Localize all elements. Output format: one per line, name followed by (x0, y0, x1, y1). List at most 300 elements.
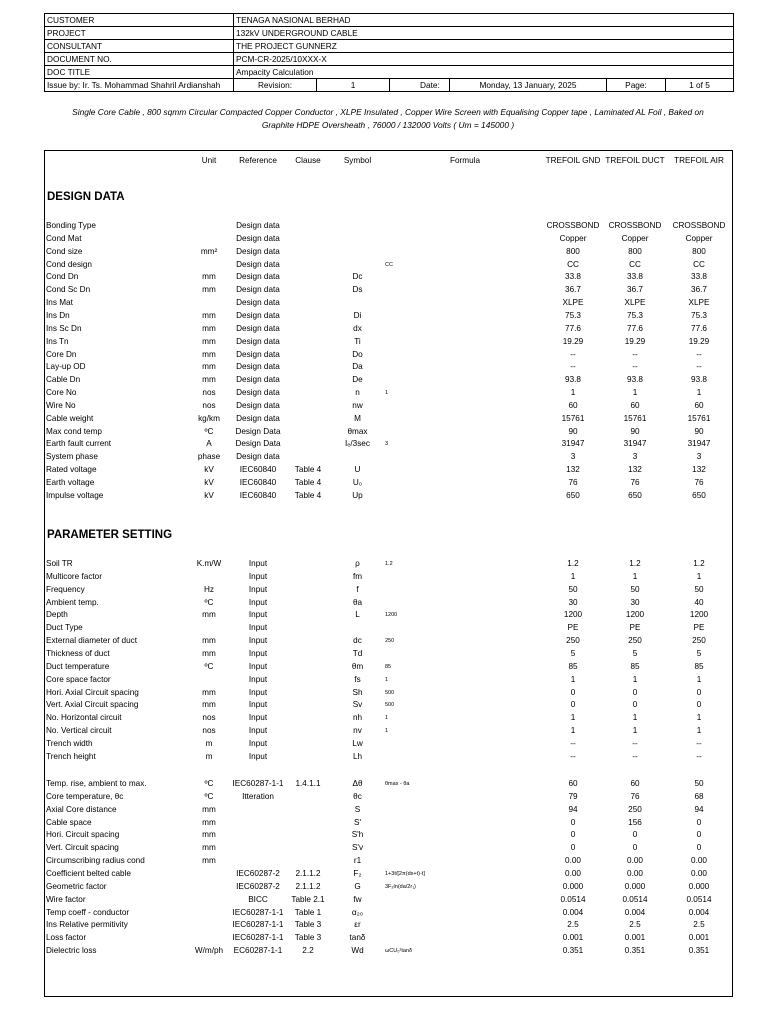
row-reference: EC60287-1-1 (233, 946, 283, 956)
row-trefoil-duct: 1200 (625, 610, 645, 620)
row-reference: Design data (236, 259, 280, 269)
row-trefoil-duct: -- (632, 738, 638, 748)
row-trefoil-gnd: 800 (566, 246, 580, 256)
row-trefoil-air: 33.8 (691, 272, 707, 282)
row-trefoil-gnd: 36.7 (565, 285, 581, 295)
row-trefoil-gnd: 0.001 (562, 933, 584, 943)
row-trefoil-gnd: 31947 (561, 439, 585, 449)
row-trefoil-air: 0.351 (688, 946, 710, 956)
row-reference: Input (248, 648, 268, 658)
table-row (45, 687, 732, 700)
row-trefoil-air: 75.3 (691, 310, 707, 320)
row-trefoil-gnd: 79 (568, 791, 578, 801)
row-symbol: Sh (352, 687, 363, 697)
row-reference: Design data (236, 285, 280, 295)
row-label: Thickness of duct (46, 648, 110, 658)
table-row (45, 323, 732, 336)
row-unit: nos (202, 726, 216, 736)
row-unit: mm (202, 804, 216, 814)
row-symbol: tanδ (349, 933, 366, 943)
customer-value: TENAGA NASIONAL BERHAD (236, 15, 351, 25)
row-clause: Table 4 (294, 465, 322, 475)
row-unit: mm (202, 323, 216, 333)
row-trefoil-gnd: 94 (568, 804, 578, 814)
row-trefoil-gnd: 1 (570, 726, 576, 736)
row-clause: Table 4 (294, 490, 322, 500)
row-trefoil-gnd: 93.8 (565, 375, 581, 385)
table-row (45, 310, 732, 323)
description-line-2: Graphite HDPE Oversheath , 76000 / 132000 Volts ( Um = 145000 ) (261, 120, 515, 130)
col-clause: Clause (295, 156, 321, 165)
row-clause: Table 2.1 (291, 894, 325, 904)
revision-label: Revision: (234, 79, 317, 91)
project-value: 132kV UNDERGROUND CABLE (236, 28, 358, 38)
row-formula: 1+3t/[2π(dx+t)-t] (385, 870, 425, 877)
calculation-table (44, 150, 733, 997)
row-unit: ºC (204, 661, 214, 671)
row-symbol: dc (353, 636, 362, 646)
row-trefoil-gnd: 90 (568, 426, 578, 436)
row-trefoil-gnd: 5 (570, 648, 576, 658)
table-row (45, 674, 732, 687)
row-reference: Input (248, 623, 268, 633)
table-row (45, 829, 732, 842)
table-row (45, 661, 732, 674)
row-symbol: U (354, 465, 361, 475)
row-formula: 3 (385, 441, 389, 448)
row-unit: mm (202, 856, 216, 866)
row-label: Trench height (46, 751, 96, 761)
row-trefoil-duct: 76 (630, 478, 640, 487)
row-trefoil-gnd: 1.2 (567, 559, 579, 568)
table-row (45, 464, 732, 477)
row-unit: mm (202, 362, 216, 372)
table-row (45, 233, 732, 246)
row-symbol: S'v (351, 843, 364, 853)
row-trefoil-gnd: 1 (570, 674, 576, 684)
row-unit: kV (204, 465, 214, 475)
row-trefoil-air: 1200 (689, 610, 709, 620)
table-row (45, 451, 732, 464)
row-reference: Design Data (235, 426, 281, 436)
row-symbol: fm (352, 571, 363, 581)
table-row (45, 635, 732, 648)
row-unit: mm (202, 349, 216, 359)
row-trefoil-air: 1 (696, 388, 702, 398)
row-reference: Input (248, 751, 268, 761)
row-trefoil-air: 1 (696, 726, 702, 736)
row-clause: 2.1.1.2 (295, 868, 321, 878)
consultant-label: CONSULTANT (45, 40, 234, 52)
row-trefoil-air: 19.29 (688, 336, 710, 346)
row-label: Ins Dn (46, 310, 70, 320)
table-row (45, 597, 732, 610)
row-trefoil-air: 50 (694, 584, 704, 594)
row-label: Dielectric loss (46, 946, 97, 956)
row-reference: Design data (236, 452, 280, 462)
row-reference: Design data (236, 233, 280, 243)
row-label: Core space factor (46, 674, 111, 684)
row-trefoil-duct: 60 (630, 779, 640, 788)
row-symbol: Up (352, 490, 363, 500)
row-trefoil-gnd: -- (570, 738, 576, 748)
row-trefoil-gnd: 30 (568, 597, 578, 607)
row-trefoil-gnd: 0.000 (562, 881, 584, 891)
row-formula: θmax - θa (385, 781, 410, 787)
row-label: Ins Sc Dn (46, 323, 82, 333)
row-formula: 1 (385, 728, 389, 735)
row-label: System phase (46, 452, 98, 462)
row-reference: Design data (236, 323, 280, 333)
row-reference: Input (248, 584, 268, 594)
row-formula: 3F₂ln(da/2r₁) (385, 883, 416, 890)
row-unit: ºC (204, 791, 214, 801)
row-symbol: L (355, 610, 360, 620)
row-trefoil-air: CC (693, 259, 705, 269)
row-trefoil-duct: 132 (628, 465, 642, 475)
description-line-1: Single Core Cable , 800 sqmm Circular Compacted Copper Conductor , XLPE Insulated , Copper Wire Screen with Equalising Copper tape , Laminated AL Foil , Baked on (72, 107, 704, 117)
row-trefoil-air: 40 (694, 597, 704, 607)
row-trefoil-gnd: 15761 (561, 413, 585, 423)
row-trefoil-air: 68 (694, 791, 704, 801)
row-trefoil-gnd: 77.6 (565, 323, 581, 333)
header-row-project (45, 27, 733, 40)
row-label: Ins Mat (46, 298, 73, 308)
row-trefoil-duct: 77.6 (627, 323, 643, 333)
row-trefoil-duct: 3 (632, 452, 638, 462)
table-row (45, 725, 732, 738)
row-symbol: Ti (354, 336, 361, 346)
row-trefoil-gnd: 0 (570, 830, 576, 840)
row-trefoil-gnd: Copper (559, 233, 587, 243)
project-label: PROJECT (45, 27, 234, 39)
row-label: Core No (46, 388, 77, 398)
consultant-value: THE PROJECT GUNNERZ (236, 41, 337, 51)
table-row (45, 738, 732, 751)
row-trefoil-gnd: 0.004 (562, 907, 584, 917)
row-trefoil-duct: 31947 (623, 439, 647, 449)
row-label: Duct temperature (46, 661, 110, 671)
table-row (45, 712, 732, 725)
row-trefoil-gnd: 132 (566, 465, 580, 475)
row-label: Trench width (46, 738, 93, 748)
row-trefoil-duct: 2.5 (629, 920, 641, 930)
row-trefoil-air: 31947 (687, 439, 711, 449)
row-reference: Design data (236, 298, 280, 308)
table-row (45, 778, 732, 791)
row-label: Cable Dn (46, 375, 81, 385)
row-trefoil-duct: CROSSBOND (608, 221, 662, 230)
row-trefoil-duct: 60 (630, 400, 640, 410)
issue-label: Issue by: Ir. Ts. Mohammad Shahril Ardianshah (45, 79, 234, 91)
row-trefoil-duct: -- (632, 751, 638, 761)
row-label: Geometric factor (46, 881, 107, 891)
row-trefoil-air: 3 (696, 452, 702, 462)
table-row (45, 919, 732, 932)
table-row (45, 804, 732, 817)
row-unit: mm (202, 285, 216, 295)
row-unit: kV (204, 478, 214, 487)
table-row (45, 400, 732, 413)
row-formula: 1200 (385, 612, 398, 619)
col-unit: Unit (201, 156, 217, 165)
row-trefoil-air: 93.8 (691, 375, 707, 385)
row-trefoil-gnd: 2.5 (567, 920, 579, 930)
row-unit: K.m/W (196, 559, 222, 568)
row-trefoil-duct: Copper (621, 233, 649, 243)
row-trefoil-gnd: 33.8 (565, 272, 581, 282)
table-row (45, 349, 732, 362)
row-symbol: Di (353, 310, 362, 320)
docno-value: PCM-CR-2025/10XXX-X (236, 54, 327, 64)
row-trefoil-gnd: 0 (570, 843, 576, 853)
row-clause: 2.2 (302, 946, 314, 956)
row-trefoil-duct: 1 (632, 713, 638, 723)
row-formula: 1 (385, 390, 389, 397)
row-trefoil-gnd: CC (567, 259, 579, 269)
row-trefoil-air: 0 (696, 830, 702, 840)
row-symbol: Dc (352, 272, 363, 282)
row-trefoil-gnd: 1 (570, 571, 576, 581)
row-label: Axial Core distance (46, 804, 117, 814)
row-trefoil-duct: 5 (632, 648, 638, 658)
row-symbol: n (355, 388, 360, 398)
row-clause: Table 1 (294, 907, 322, 917)
row-trefoil-gnd: 60 (568, 779, 578, 788)
row-trefoil-duct: 156 (628, 817, 642, 827)
row-reference: Design data (236, 246, 280, 256)
row-label: Impulse voltage (46, 490, 104, 500)
row-trefoil-air: 1 (696, 713, 702, 723)
row-reference: IEC60287-2 (236, 868, 280, 878)
row-reference: Input (248, 597, 268, 607)
row-trefoil-duct: PE (629, 623, 641, 633)
row-trefoil-duct: 0.351 (624, 946, 646, 956)
row-unit: mm (202, 843, 216, 853)
row-symbol: fs (354, 674, 361, 684)
row-trefoil-air: 15761 (687, 413, 711, 423)
table-row (45, 868, 732, 881)
row-label: Rated voltage (46, 465, 97, 475)
row-label: Frequency (46, 584, 85, 594)
row-reference: Design data (236, 221, 280, 230)
date-value: Monday, 13 January, 2025 (450, 79, 607, 91)
row-reference: Design data (236, 400, 280, 410)
row-reference: Design data (236, 375, 280, 385)
row-trefoil-gnd: 650 (566, 490, 580, 500)
row-trefoil-air: -- (696, 738, 702, 748)
row-trefoil-duct: 1 (632, 571, 638, 581)
row-trefoil-air: 0.00 (691, 868, 707, 878)
row-reference: Design data (236, 310, 280, 320)
row-symbol: εr (354, 920, 361, 930)
row-trefoil-duct: 30 (630, 597, 640, 607)
row-trefoil-duct: 33.8 (627, 272, 643, 282)
row-trefoil-duct: 0 (632, 843, 638, 853)
row-symbol: M (354, 413, 361, 423)
table-row (45, 558, 732, 571)
table-row (45, 881, 732, 894)
row-formula: 250 (385, 638, 395, 645)
row-symbol: U₀ (352, 478, 363, 487)
row-trefoil-gnd: 0 (570, 817, 576, 827)
row-reference: Input (248, 700, 268, 710)
row-reference: IEC60840 (239, 490, 277, 500)
row-reference: IEC60287-1-1 (232, 920, 284, 930)
table-row (45, 477, 732, 490)
row-symbol: Iₑ/3sec (345, 439, 370, 449)
row-trefoil-gnd: 0.0514 (560, 894, 586, 904)
table-row (45, 699, 732, 712)
table-row (45, 842, 732, 855)
row-symbol: Δθ (352, 779, 363, 788)
col-trefoil-air: TREFOIL AIR (674, 156, 724, 165)
row-trefoil-duct: 0 (632, 700, 638, 710)
row-trefoil-air: 94 (694, 804, 704, 814)
row-trefoil-gnd: -- (570, 362, 576, 372)
row-trefoil-air: 0.001 (688, 933, 710, 943)
row-trefoil-air: 1 (696, 674, 702, 684)
row-symbol: Wd (351, 946, 364, 956)
row-trefoil-air: -- (696, 349, 702, 359)
row-unit: mm (202, 375, 216, 385)
row-trefoil-duct: 0.001 (624, 933, 646, 943)
row-label: Circumscribing radius cond (46, 856, 145, 866)
row-reference: Input (248, 674, 268, 684)
row-trefoil-air: -- (696, 751, 702, 761)
row-unit: ºC (204, 426, 214, 436)
row-label: Max cond temp (46, 426, 102, 436)
table-row (45, 426, 732, 439)
row-trefoil-duct: 1 (632, 388, 638, 398)
row-trefoil-duct: 85 (630, 661, 640, 671)
table-row (45, 648, 732, 661)
row-trefoil-duct: XLPE (624, 298, 646, 308)
row-unit: mm (202, 310, 216, 320)
row-label: Vert. Axial Circuit spacing (46, 700, 139, 710)
revision-value: 1 (317, 79, 390, 91)
row-trefoil-duct: 93.8 (627, 375, 643, 385)
table-row (45, 584, 732, 597)
row-symbol: ρ (355, 559, 360, 568)
table-row (45, 907, 732, 920)
row-trefoil-air: 0.000 (688, 881, 710, 891)
row-symbol: nw (352, 400, 363, 410)
row-symbol: F₂ (353, 868, 362, 878)
row-symbol: nv (353, 726, 362, 736)
header-row-issue (45, 79, 733, 91)
row-reference: BICC (248, 894, 268, 904)
table-row (45, 855, 732, 868)
row-trefoil-gnd: -- (570, 751, 576, 761)
page-value: 1 of 5 (689, 80, 710, 90)
row-symbol: r1 (353, 856, 362, 866)
row-trefoil-air: 1 (696, 571, 702, 581)
document-header (44, 13, 734, 92)
row-label: Cable space (46, 817, 92, 827)
row-reference: Input (248, 636, 268, 646)
row-formula: ωCU₀²tanδ (385, 948, 413, 955)
table-row (45, 622, 732, 635)
row-symbol: Do (352, 349, 363, 359)
table-row (45, 894, 732, 907)
row-clause: 1.4.1.1 (295, 779, 321, 788)
row-trefoil-duct: 250 (628, 804, 642, 814)
row-trefoil-air: 1.2 (693, 559, 705, 568)
row-label: Depth (46, 610, 68, 620)
row-trefoil-gnd: 85 (568, 661, 578, 671)
row-reference: Design data (236, 413, 280, 423)
row-formula: 500 (385, 702, 395, 709)
row-formula: 1 (385, 676, 389, 683)
row-label: Core Dn (46, 349, 77, 359)
row-label: Core temperature, θc (46, 791, 124, 801)
row-unit: phase (197, 452, 221, 462)
row-formula: 1.2 (385, 561, 393, 567)
row-unit: mm (202, 687, 216, 697)
row-label: Soil TR (46, 559, 73, 568)
row-reference: IEC60287-1-1 (232, 779, 284, 788)
row-symbol: f (356, 584, 359, 594)
row-clause: Table 3 (294, 933, 322, 943)
row-unit: W/m/ph (194, 946, 224, 956)
table-row (45, 387, 732, 400)
row-label: Ins Tn (46, 336, 69, 346)
row-trefoil-air: 0.004 (688, 907, 710, 917)
row-trefoil-air: 800 (692, 246, 706, 256)
row-symbol: nh (352, 713, 363, 723)
row-trefoil-duct: -- (632, 349, 638, 359)
row-trefoil-air: 0.00 (691, 856, 707, 866)
row-trefoil-duct: 800 (628, 246, 642, 256)
row-reference: Design data (236, 388, 280, 398)
row-label: Wire No (46, 400, 76, 410)
row-reference: Design data (236, 349, 280, 359)
row-trefoil-duct: 650 (628, 490, 642, 500)
row-reference: Input (248, 610, 268, 620)
row-label: Temp. rise, ambient to max. (46, 779, 147, 788)
row-trefoil-air: Copper (685, 233, 713, 243)
row-label: Hori. Circuit spacing (46, 830, 120, 840)
row-trefoil-duct: 50 (630, 584, 640, 594)
row-trefoil-air: PE (693, 623, 705, 633)
row-unit: mm (202, 272, 216, 282)
row-reference: IEC60840 (239, 478, 277, 487)
row-trefoil-gnd: 3 (570, 452, 576, 462)
row-trefoil-gnd: XLPE (562, 298, 584, 308)
table-row (45, 932, 732, 945)
row-trefoil-gnd: 76 (568, 478, 578, 487)
row-unit: kg/km (198, 413, 220, 423)
section-title-design: DESIGN DATA (47, 191, 125, 203)
table-row (45, 571, 732, 584)
row-trefoil-duct: -- (632, 362, 638, 372)
row-unit: mm (202, 336, 216, 346)
row-label: Earth voltage (46, 478, 95, 487)
row-label: No. Vertical circuit (46, 726, 112, 736)
row-trefoil-air: 36.7 (691, 285, 707, 295)
row-trefoil-duct: 0.00 (627, 856, 643, 866)
row-unit: mm (202, 830, 216, 840)
row-trefoil-duct: 0.00 (627, 868, 643, 878)
table-row (45, 817, 732, 830)
row-trefoil-duct: 75.3 (627, 310, 643, 320)
row-symbol: Td (352, 648, 363, 658)
row-trefoil-air: 0 (696, 700, 702, 710)
row-symbol: θa (352, 597, 363, 607)
row-trefoil-air: 0 (696, 687, 702, 697)
row-reference: IEC60840 (239, 465, 277, 475)
